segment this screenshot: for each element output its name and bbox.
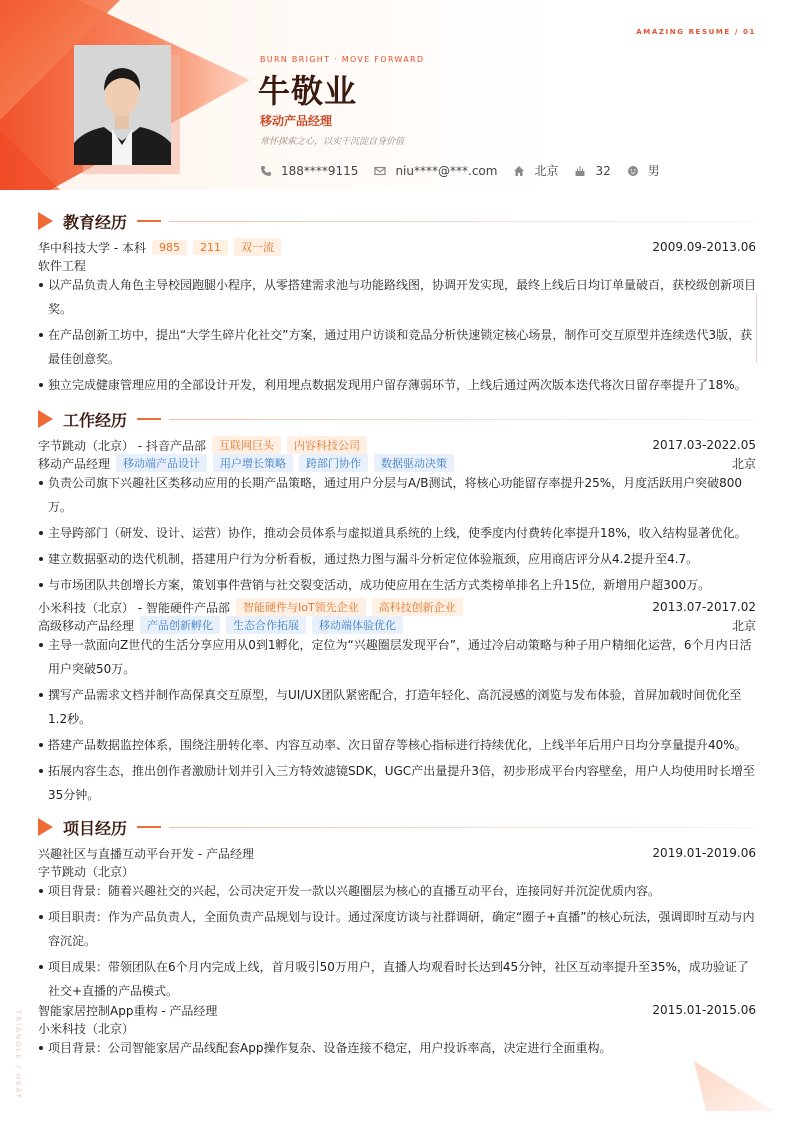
list-item: 撰写产品需求文档并制作高保真交互原型，与UI/UX团队紧密配合，打造年轻化、高沉浸感的浏览与发布体验，首屏加载时间优化至1.2秒。 (38, 683, 756, 731)
job-header (38, 436, 756, 454)
school-tag: 双一流 (234, 238, 281, 256)
decorative-vertical-line (756, 293, 757, 363)
education-major-row (38, 256, 756, 274)
project-period: 2015.01-2015.06 (652, 1003, 756, 1017)
section-education (38, 211, 756, 231)
section-dash (137, 220, 161, 222)
list-item: 建立数据驱动的迭代机制，搭建用户行为分析看板，通过热力图与漏斗分析定位体验瓶颈，应用商店评分从4.2提升至4.7。 (38, 547, 756, 571)
corner-triangle-decoration (694, 1061, 774, 1111)
skill-tag: 生态合作拓展 (226, 616, 306, 634)
contact-email (374, 164, 497, 178)
education-bullets (38, 273, 756, 399)
tagline: 常怀探索之心，以实干沉淀自身价值 (260, 137, 405, 147)
job-header (38, 598, 756, 616)
section-divider (169, 221, 756, 222)
job-role-row (38, 616, 756, 634)
education-period: 2009.09-2013.06 (652, 240, 756, 254)
job-role: 高级移动产品经理 (38, 618, 135, 633)
job-location: 北京 (731, 456, 756, 471)
project-company: 字节跳动（北京） (38, 864, 135, 879)
job-title: 移动产品经理 (260, 114, 333, 128)
job-period: 2013.07-2017.02 (652, 600, 756, 614)
list-item: 负责公司旗下兴趣社区类移动应用的长期产品策略，通过用户分层与A/B测试，将核心功能留存率提升25%，月度活跃用户突破800万。 (38, 471, 756, 519)
motto: BURN BRIGHT · MOVE FORWARD (260, 55, 425, 64)
contact-phone (260, 164, 358, 178)
project-header (38, 844, 756, 862)
email-text: niu****@***.com (395, 163, 498, 178)
project-name: 智能家居控制App重构 - 产品经理 (38, 1003, 218, 1018)
school-tag: 985 (152, 240, 187, 255)
list-item: 搭建产品数据监控体系，围绕注册转化率、内容互动率、次日留存等核心指标进行持续优化，上线半年后用户日均分享量提升40%。 (38, 733, 756, 757)
project-company-row (38, 862, 756, 880)
skill-tag: 移动端体验优化 (312, 616, 403, 634)
job-role-row (38, 454, 756, 472)
list-item: 项目成果：带领团队在6个月内完成上线，首月吸引50万用户，直播人均观看时长达到45分钟，社区互动率提升至35%，成功验证了社交+直播的产品模式。 (38, 955, 756, 1003)
contact-gender (627, 162, 660, 179)
list-item: 主导一款面向Z世代的生活分享应用从0到1孵化，定位为“兴趣圈层发现平台”，通过冷启动策略与种子用户精细化运营，6个月内日活用户突破50万。 (38, 633, 756, 681)
job-location: 北京 (731, 618, 756, 633)
company-tag: 互联网巨头 (212, 436, 281, 454)
school-tag: 211 (193, 240, 228, 255)
school-name: 华中科技大学 - 本科 (38, 240, 146, 255)
project-bullets (38, 879, 756, 1005)
section-title: 项目经历 (63, 818, 128, 838)
section-dash (137, 826, 161, 828)
list-item: 以产品负责人角色主导校园跑腿小程序，从零搭建需求池与功能路线图，协调开发实现，最终上线后日均订单量破百，获校级创新项目奖。 (38, 273, 756, 321)
list-item: 拓展内容生态，推出创作者激励计划并引入三方特效滤镜SDK，UGC产出量提升3倍，初步形成平台内容壁垒，用户人均使用时长增至35分钟。 (38, 759, 756, 807)
company-tag: 高科技创新企业 (372, 598, 463, 616)
person-icon (627, 165, 639, 177)
page-tag: AMAZING RESUME / 01 (636, 28, 756, 36)
cake-icon (574, 165, 586, 177)
gender-text: 男 (647, 164, 660, 178)
section-title: 教育经历 (63, 212, 128, 232)
project-company: 小米科技（北京） (38, 1021, 135, 1036)
section-title: 工作经历 (63, 410, 128, 430)
project-period: 2019.01-2019.06 (652, 846, 756, 860)
job-bullets (38, 633, 756, 809)
section-triangle-icon (38, 212, 53, 230)
list-item: 与市场团队共创增长方案，策划事件营销与社交裂变活动，成功使应用在生活方式类榜单排名上升15位，新增用户超300万。 (38, 573, 756, 597)
section-triangle-icon (38, 410, 53, 428)
section-triangle-icon (38, 818, 53, 836)
contact-bar (260, 162, 676, 179)
company-tag: 智能硬件与IoT领先企业 (236, 598, 366, 616)
section-divider (169, 827, 756, 828)
candidate-name: 牛敬业 (258, 72, 358, 110)
home-icon (513, 165, 525, 177)
side-tag: TRIANGLE / HEAT (14, 1010, 22, 1100)
list-item: 独立完成健康管理应用的全部设计开发，利用埋点数据发现用户留存薄弱环节，上线后通过两次版本迭代将次日留存率提升了18%。 (38, 373, 756, 397)
company-tag: 内容科技公司 (287, 436, 367, 454)
avatar (74, 45, 171, 165)
skill-tag: 产品创新孵化 (140, 616, 220, 634)
section-projects (38, 817, 756, 837)
project-company-row (38, 1019, 756, 1037)
skill-tag: 用户增长策略 (213, 454, 293, 472)
phone-icon (260, 165, 272, 177)
contact-age (574, 164, 610, 178)
list-item: 项目职责：作为产品负责人，全面负责产品规划与设计。通过深度访谈与社群调研，确定“圈子+直播”的核心玩法，强调即时互动与内容沉淀。 (38, 905, 756, 953)
section-work (38, 409, 756, 429)
project-header (38, 1001, 756, 1019)
mail-icon (374, 165, 386, 177)
job-period: 2017.03-2022.05 (652, 438, 756, 452)
company-name: 字节跳动（北京） - 抖音产品部 (38, 438, 206, 453)
skill-tag: 数据驱动决策 (374, 454, 454, 472)
list-item: 主导跨部门（研发、设计、运营）协作，推动会员体系与虚拟道具系统的上线，使季度内付费转化率提升18%，收入结构显著优化。 (38, 521, 756, 545)
section-divider (169, 419, 756, 420)
age-text: 32 (595, 163, 611, 178)
phone-text: 188****9115 (281, 163, 359, 178)
major: 软件工程 (38, 258, 87, 273)
list-item: 项目背景：随着兴趣社交的兴起，公司决定开发一款以兴趣圈层为核心的直播互动平台，连接同好并沉淀优质内容。 (38, 879, 756, 903)
project-bullets (38, 1036, 756, 1062)
section-dash (137, 418, 161, 420)
list-item: 项目背景：公司智能家居产品线配套App操作复杂、设备连接不稳定，用户投诉率高，决定进行全面重构。 (38, 1036, 756, 1060)
education-header (38, 238, 756, 256)
job-role: 移动产品经理 (38, 456, 111, 471)
skill-tag: 移动端产品设计 (116, 454, 207, 472)
skill-tag: 跨部门协作 (299, 454, 368, 472)
contact-city (513, 162, 558, 179)
company-name: 小米科技（北京） - 智能硬件产品部 (38, 600, 230, 615)
job-bullets (38, 471, 756, 599)
city-text: 北京 (534, 164, 559, 178)
list-item: 在产品创新工坊中，提出“大学生碎片化社交”方案，通过用户访谈和竞品分析快速锁定核心场景，制作可交互原型并连续迭代3版，获最佳创意奖。 (38, 323, 756, 371)
project-name: 兴趣社区与直播互动平台开发 - 产品经理 (38, 846, 254, 861)
